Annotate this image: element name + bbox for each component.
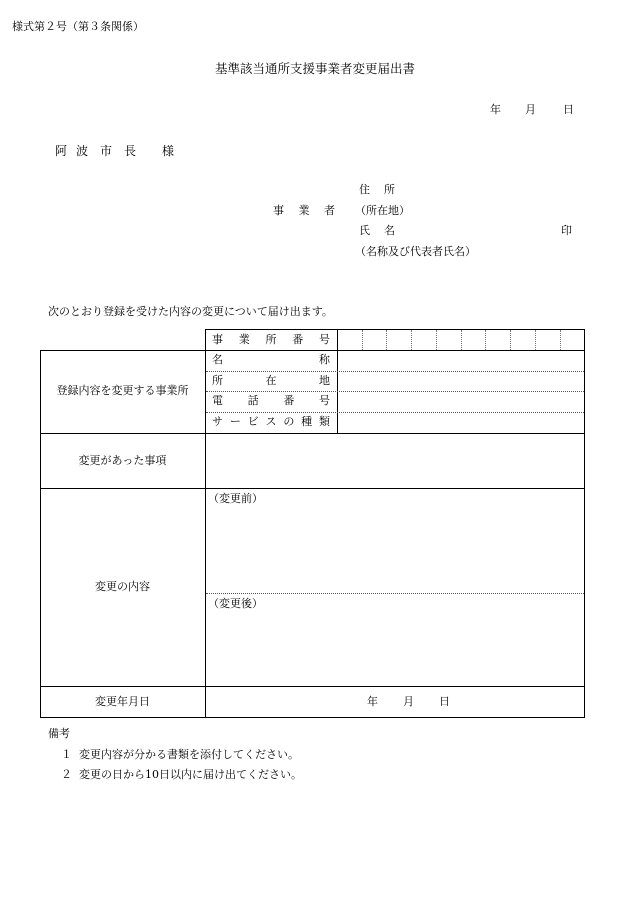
page-title: 基準該当通所支援事業者変更届出書 xyxy=(214,61,415,76)
note-text: 変更の日から10日以内に届け出てください。 xyxy=(79,768,302,781)
table-dotted-rule xyxy=(206,371,584,372)
date-year: 年 xyxy=(490,103,501,116)
change-date-day: 日 xyxy=(439,695,450,708)
table-rule xyxy=(40,686,585,687)
table-dotted-rule xyxy=(206,412,584,413)
addressee-char-4: 長 xyxy=(124,144,137,158)
address-label: 住 所 xyxy=(359,183,395,196)
table-rule xyxy=(40,433,585,434)
digit-divider xyxy=(411,330,412,350)
table-dotted-rule xyxy=(206,593,584,594)
digit-divider xyxy=(436,330,437,350)
form-label: 様式第２号（第３条関係） xyxy=(12,20,144,33)
change-content-label: 変更の内容 xyxy=(95,580,150,593)
digit-divider xyxy=(485,330,486,350)
addressee-char-2: 波 xyxy=(76,144,89,158)
field-label-address: 所 在 地 xyxy=(212,374,330,387)
change-date-month: 月 xyxy=(403,695,414,708)
table-rule xyxy=(205,329,206,718)
table-rule xyxy=(40,488,585,489)
digit-divider xyxy=(560,330,561,350)
change-date-label: 変更年月日 xyxy=(95,695,150,708)
table-dotted-rule xyxy=(206,391,584,392)
seal-mark: 印 xyxy=(561,224,572,237)
addressee-char-1: 阿 xyxy=(55,144,68,158)
field-label-service-type: サ ー ビ ス の 種 類 xyxy=(212,415,330,428)
changed-items-label: 変更があった事項 xyxy=(78,454,167,467)
notes-heading: 備考 xyxy=(48,727,70,740)
digit-divider xyxy=(362,330,363,350)
table-rule xyxy=(337,329,338,433)
table-rule xyxy=(584,329,585,718)
date-month: 月 xyxy=(525,103,536,116)
table-rule xyxy=(205,329,585,330)
note-number: １ xyxy=(61,748,72,761)
digit-divider xyxy=(535,330,536,350)
table-rule xyxy=(40,717,585,718)
before-label: （変更前） xyxy=(208,492,263,505)
change-date-year: 年 xyxy=(367,695,378,708)
digit-divider xyxy=(461,330,462,350)
date-day: 日 xyxy=(563,103,574,116)
digit-divider xyxy=(386,330,387,350)
office-number-label: 事 業 所 番 号 xyxy=(212,333,330,346)
note-number: ２ xyxy=(61,768,72,781)
addressee-char-5: 様 xyxy=(162,144,175,158)
field-label-phone: 電 話 番 号 xyxy=(212,394,330,407)
name-sub-label: （名称及び代表者氏名） xyxy=(355,245,476,258)
table-rule xyxy=(40,350,585,351)
table-rule xyxy=(40,350,41,718)
addressee-char-3: 市 xyxy=(100,144,113,158)
office-section-label: 登録内容を変更する事業所 xyxy=(56,384,189,397)
field-label-name: 名 称 xyxy=(212,353,330,366)
digit-divider xyxy=(510,330,511,350)
note-text: 変更内容が分かる書類を添付してください。 xyxy=(79,748,299,761)
applicant-label: 事 業 者 xyxy=(273,204,335,217)
after-label: （変更後） xyxy=(208,597,263,610)
name-label: 氏 名 xyxy=(359,224,395,237)
address-sub-label: （所在地） xyxy=(355,204,410,217)
intro-text: 次のとおり登録を受けた内容の変更について届け出ます。 xyxy=(48,305,333,318)
